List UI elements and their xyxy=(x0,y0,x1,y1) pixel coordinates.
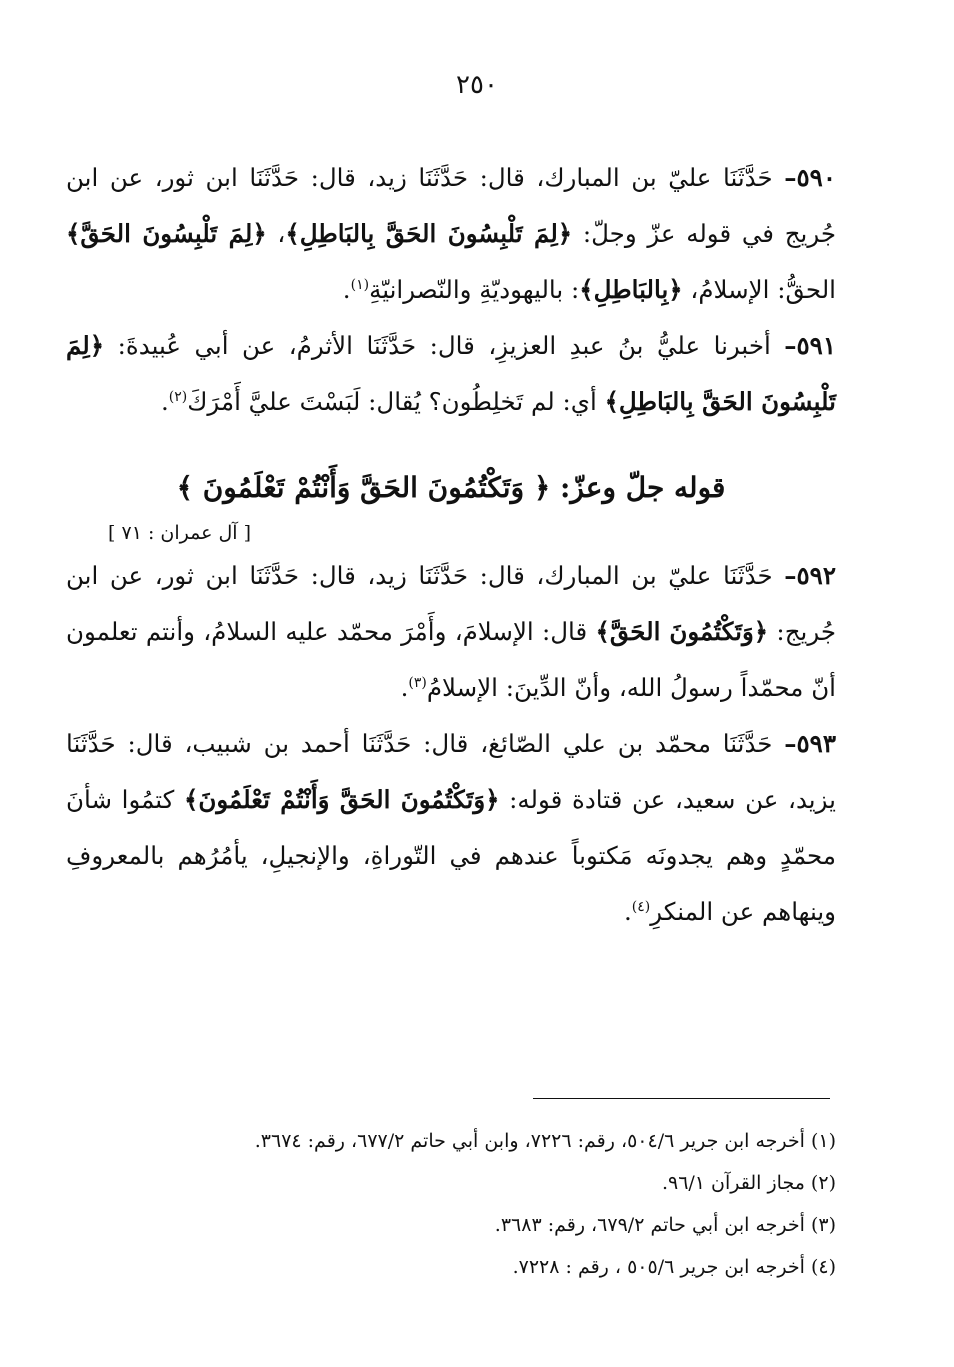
quran-quote: ﴿بِالبَاطِلِ﴾ xyxy=(579,275,683,304)
heading-text: قوله جلّ وعزّ: xyxy=(550,471,726,504)
footnotes xyxy=(100,1120,836,1288)
footnote-marker: (٣) xyxy=(408,674,427,691)
text: : باليهوديّةِ والنّصرانيّةِ xyxy=(369,275,580,304)
hadith-number: ٥٩٢– xyxy=(784,561,836,590)
text: ، xyxy=(266,219,286,248)
text: . xyxy=(400,673,409,702)
hadith-number: ٥٩٣– xyxy=(784,729,836,758)
quran-quote: ﴿وَتَكْتُمُونَ الحَقَّ﴾ xyxy=(595,617,769,646)
text: حَدَّثَنَا محمّد بن علي الصّائغ، قال: حَدَّثَنَا أحمد بن شبيب، قال: حَدَّثَنَا يزيد، عن سعيد، عن قتادة قوله: xyxy=(66,729,836,814)
hadith-number: ٥٩٠– xyxy=(784,163,836,192)
section-heading xyxy=(66,458,836,518)
quran-quote: ﴿لِمَ تَلْبِسُونَ الحَقَّ بِالبَاطِلِ﴾ xyxy=(66,331,836,416)
text: قال: الإسلامَ، وأَمْرَ محمّد عليه السلامُ، وأنتم تعلمون أنّ محمّداً رسولُ الله، وأنّ الدِّينَ: الإسلامُ xyxy=(66,617,836,702)
paragraph-592 xyxy=(66,548,836,716)
hadith-number: ٥٩١– xyxy=(784,331,836,360)
footnote: (٤) أخرجه ابن جرير ٥٠٥/٦ ، رقم : ٧٢٢٨. xyxy=(512,1256,836,1278)
text: حَدَّثَنَا عليّ بن المبارك، قال: حَدَّثَنَا زيد، قال: حَدَّثَنَا ابن ثور، عن ابن جُريج: xyxy=(66,561,836,646)
text: أي: لم تَخلِطُون؟ يُقال: لَبَسْتَ عليَّ أَمْرَكَ xyxy=(187,387,605,416)
text: أخبرنا عليُّ بنُ عبدِ العزيزِ، قال: حَدَّثَنَا الأثرمُ، عن أبي عُبيدةَ: xyxy=(104,331,785,360)
footnote-marker: (٢) xyxy=(168,388,188,405)
text: . xyxy=(342,275,351,304)
text: . xyxy=(160,387,169,416)
quran-quote: ﴿لِمَ تَلْبِسُونَ الحَقَّ بِالبَاطِلِ﴾ xyxy=(285,219,573,248)
text: حَدَّثَنَا عليّ بن المبارك، قال: حَدَّثَنَا زيد، قال: حَدَّثَنَا ابن ثور، عن ابن جُريج في قوله عزّ وجلّ: xyxy=(66,163,837,248)
text: الحقُّ: الإسلامُ، xyxy=(682,275,836,304)
footnote-marker: (١) xyxy=(350,276,370,293)
page-number: ٢٥٠ xyxy=(456,70,498,100)
footnote: (٣) أخرجه ابن أبي حاتم ٦٧٩/٢، رقم: ٣٦٨٣. xyxy=(494,1214,836,1236)
verse-reference: [ آل عمران : ٧١ ] xyxy=(108,522,251,544)
quran-quote: ﴿وَتَكْتُمُونَ الحَقَّ وَأَنْتُمْ تَعْلَمُونَ﴾ xyxy=(183,785,500,814)
paragraph-591 xyxy=(66,318,836,430)
footnote: (١) أخرجه ابن جرير ٥٠٤/٦، رقم: ٧٢٢٦، وابن أبي حاتم ٦٧٧/٢، رقم: ٣٦٧٤. xyxy=(254,1130,836,1152)
heading-verse: ﴿ وَتَكْتُمُونَ الحَقَّ وَأَنْتُمْ تَعْلَمُونَ ﴾ xyxy=(176,471,551,504)
text: كتمُوا شأنَ محمّدٍ وهم يجدونَه مَكتوباً عندهم في التّوراةِ، والإنجيلِ، يأمُرُهم بالمعروفِ وينهاهم عن المنكرِ xyxy=(66,785,836,926)
quran-quote: ﴿لِمَ تَلْبِسُونَ الحَقَّ﴾ xyxy=(66,219,267,248)
footnote: (٢) مجاز القرآن ٩٦/١. xyxy=(661,1172,836,1194)
main-text xyxy=(66,150,836,940)
paragraph-593 xyxy=(66,716,836,940)
text: . xyxy=(623,897,632,926)
paragraph-590 xyxy=(66,150,836,318)
footnote-marker: (٤) xyxy=(631,898,651,915)
footnote-divider xyxy=(533,1098,830,1099)
